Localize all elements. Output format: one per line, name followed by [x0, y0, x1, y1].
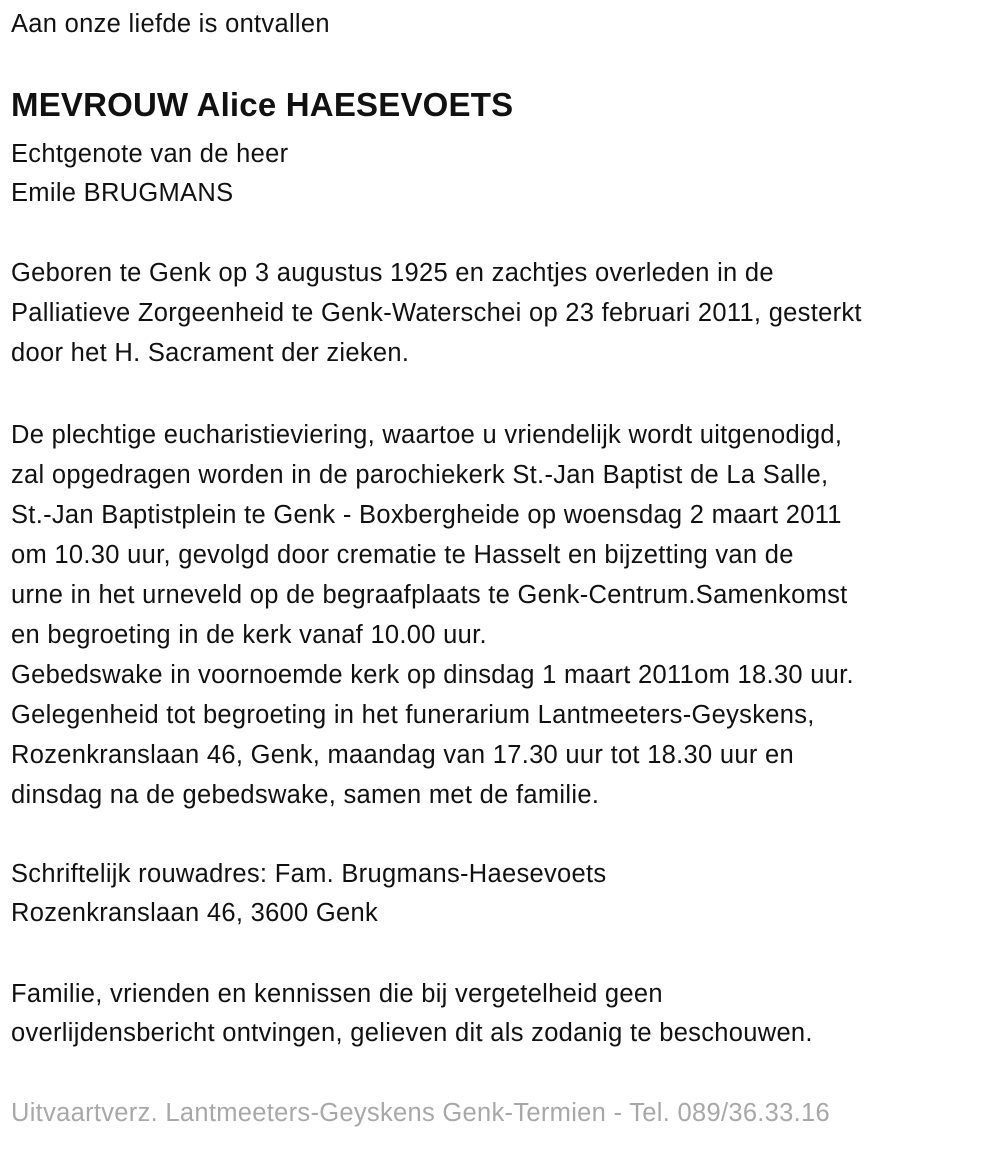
- birth-death-line: Geboren te Genk op 3 augustus 1925 en zachtjes overleden in de: [11, 259, 774, 287]
- birth-death-line: door het H. Sacrament der zieken.: [11, 339, 410, 367]
- ceremony-line: Gebedswake in voornoemde kerk op dinsdag 1 maart 2011om 18.30 uur.: [11, 661, 854, 689]
- spouse-line: Echtgenote van de heer: [11, 140, 289, 168]
- address-line: Rozenkranslaan 46, 3600 Genk: [11, 899, 379, 927]
- deceased-name: MEVROUW Alice HAESEVOETS: [11, 86, 514, 123]
- notice-line: Familie, vrienden en kennissen die bij vergetelheid geen: [11, 980, 663, 1008]
- intro-text: Aan onze liefde is ontvallen: [11, 10, 330, 38]
- ceremony-line: zal opgedragen worden in de parochiekerk St.-Jan Baptist de La Salle,: [11, 461, 829, 489]
- ceremony-line: en begroeting in de kerk vanaf 10.00 uur.: [11, 621, 487, 649]
- ceremony-line: om 10.30 uur, gevolgd door crematie te Hasselt en bijzetting van de: [11, 541, 794, 569]
- notice-line: overlijdensbericht ontvingen, gelieven dit als zodanig te beschouwen.: [11, 1019, 813, 1047]
- ceremony-line: Rozenkranslaan 46, Genk, maandag van 17.30 uur tot 18.30 uur en: [11, 741, 795, 769]
- birth-death-line: Palliatieve Zorgeenheid te Genk-Waterschei op 23 februari 2011, gesterkt: [11, 299, 862, 327]
- ceremony-line: dinsdag na de gebedswake, samen met de familie.: [11, 781, 600, 809]
- ceremony-line: De plechtige eucharistieviering, waartoe u vriendelijk wordt uitgenodigd,: [11, 421, 843, 449]
- funeral-home-footer: Uitvaartverz. Lantmeeters-Geyskens Genk-Termien - Tel. 089/36.33.16: [11, 1099, 830, 1127]
- ceremony-line: St.-Jan Baptistplein te Genk - Boxbergheide op woensdag 2 maart 2011: [11, 501, 842, 529]
- ceremony-line: Gelegenheid tot begroeting in het funerarium Lantmeeters-Geyskens,: [11, 701, 815, 729]
- spouse-line: Emile BRUGMANS: [11, 179, 234, 207]
- ceremony-line: urne in het urneveld op de begraafplaats te Genk-Centrum.Samenkomst: [11, 581, 848, 609]
- address-line: Schriftelijk rouwadres: Fam. Brugmans-Haesevoets: [11, 860, 607, 888]
